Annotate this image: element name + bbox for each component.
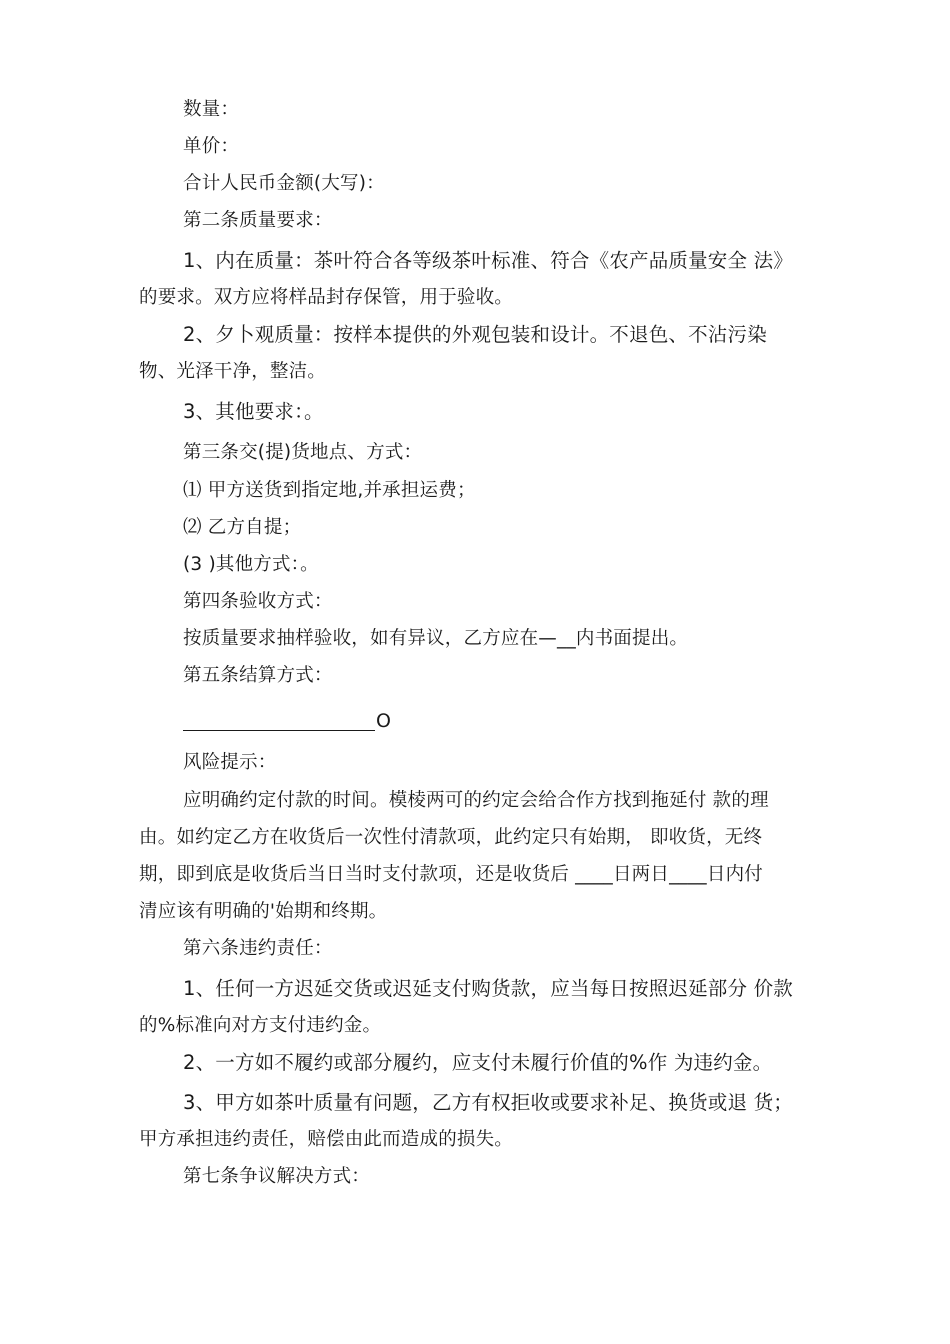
article-3-heading: 第三条交(提)货地点、方式： <box>183 442 423 463</box>
article-6-heading: 第六条违约责任： <box>183 938 333 959</box>
breach-item-1-cont: 的%标准向对方支付违约金。 <box>139 1015 382 1036</box>
settlement-blank-line <box>183 730 375 731</box>
risk-paragraph-line-1: 应明确约定付款的时间。模棱两可的约定会给合作方找到拖延付 款的理 <box>183 790 769 811</box>
total-amount-line: 合计人民币金额(大写)： <box>183 173 385 194</box>
article-5-heading: 第五条结算方式： <box>183 665 333 686</box>
inspection-line: 按质量要求抽样验收，如有异议，乙方应在—__内书面提出。 <box>183 628 689 649</box>
delivery-option-3: (3 )其他方式：。 <box>183 554 319 575</box>
breach-item-3-cont: 甲方承担违约责任，赔偿由此而造成的损失。 <box>139 1129 514 1150</box>
delivery-option-2: ⑵ 乙方自提； <box>183 517 302 538</box>
quantity-line: 数量： <box>183 99 240 120</box>
article-2-heading: 第二条质量要求： <box>183 210 333 231</box>
quality-item-2-cont: 物、光泽干净，整洁。 <box>139 361 327 382</box>
breach-item-1: 1、任何一方迟延交货或迟延支付购货款，应当每日按照迟延部分 价款 <box>183 977 794 1000</box>
quality-item-3: 3、其他要求：。 <box>183 400 324 423</box>
risk-paragraph-line-4: 清应该有明确的'始期和终期。 <box>139 901 388 922</box>
risk-paragraph-line-2: 由。如约定乙方在收货后一次性付清款项，此约定只有始期， 即收货，无终 <box>139 827 763 848</box>
risk-heading: 风险提示： <box>183 752 277 773</box>
breach-item-2: 2、一方如不履约或部分履约，应支付未履行价值的%作 为违约金。 <box>183 1051 773 1074</box>
quality-item-1: 1、内在质量：茶叶符合各等级茶叶标准、符合《农产品质量安全 法》 <box>183 249 794 272</box>
article-7-heading: 第七条争议解决方式： <box>183 1166 371 1187</box>
article-4-heading: 第四条验收方式： <box>183 591 333 612</box>
settlement-mark: O <box>376 710 391 732</box>
risk-paragraph-line-3: 期，即到底是收货后当日当时支付款项，还是收货后 ____日两日____日内付 <box>139 864 763 885</box>
quality-item-2: 2、夕卜观质量：按样本提供的外观包装和设计。不退色、不沾污染 <box>183 323 767 346</box>
breach-item-3: 3、甲方如茶叶质量有问题，乙方有权拒收或要求补足、换货或退 货； <box>183 1091 794 1114</box>
quality-item-1-cont: 的要求。双方应将样品封存保管，用于验收。 <box>139 287 514 308</box>
unit-price-line: 单价： <box>183 136 240 157</box>
delivery-option-1: ⑴ 甲方送货到指定地,并承担运费； <box>183 480 476 501</box>
